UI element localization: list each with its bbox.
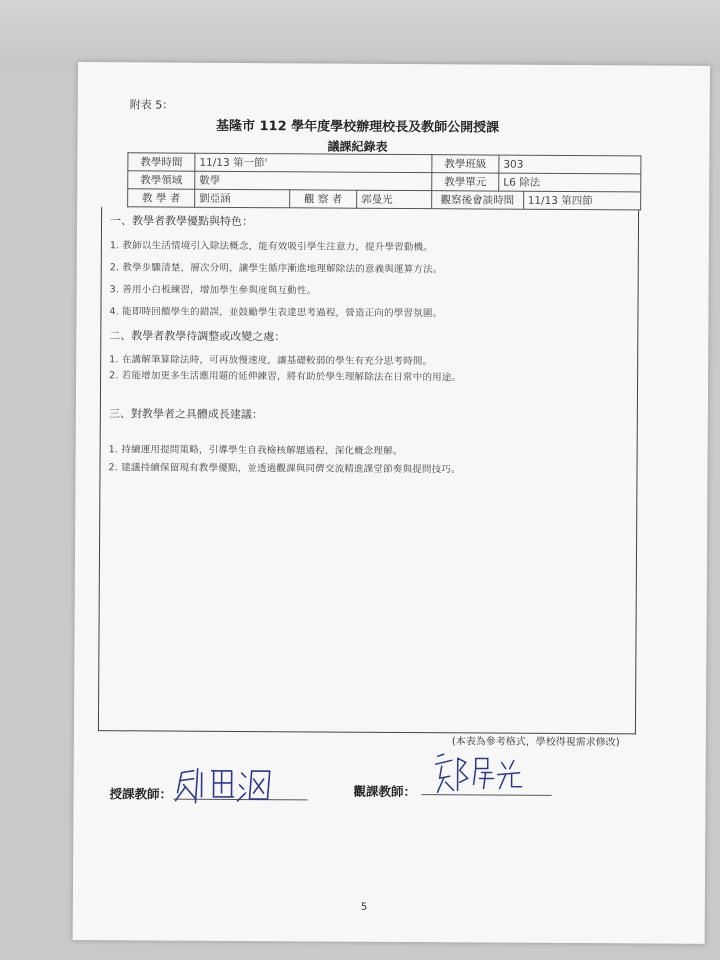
time-value: 11/13 第一節' xyxy=(195,153,432,172)
info-row-people xyxy=(128,189,641,210)
observer-signature-label: 觀課教師： xyxy=(353,783,417,800)
section-heading-suggestions: 三、對教學者之具體成長建議： xyxy=(108,407,263,422)
time-label: 教學時間 xyxy=(128,153,195,171)
class-value: 303 xyxy=(499,155,641,174)
teacher-signature-label: 授課教師： xyxy=(109,786,173,802)
section-heading-strengths: 一、教學者教學優點與特色： xyxy=(109,214,254,229)
document-title: 基隆市 112 學年度學校辦理校長及教師公開授課 xyxy=(215,118,500,136)
strength-item: 4. 能即時回饋學生的錯誤，並鼓勵學生表達思考過程，營造正向的學習氛圍。 xyxy=(109,306,443,320)
strength-item: 1. 教師以生活情境引入除法概念，能有效吸引學生注意力，提升學習動機。 xyxy=(109,240,433,254)
strength-item: 2. 教學步驟清楚，層次分明，讓學生循序漸進地理解除法的意義與運算方法。 xyxy=(109,262,443,276)
document-page xyxy=(73,62,710,944)
appendix-label: 附表 5： xyxy=(129,98,174,112)
info-table xyxy=(127,152,641,210)
teacher-value: 劉亞涵 xyxy=(195,189,290,208)
strength-item: 3. 善用小白板練習，增加學生參與度與互動性。 xyxy=(109,284,317,297)
comments-box xyxy=(98,207,639,734)
observer-signature xyxy=(432,748,524,797)
desk-background xyxy=(0,0,720,70)
suggestion-item: 1. 持續運用提問策略，引導學生自我檢核解題過程，深化概念理解。 xyxy=(108,444,403,457)
domain-label: 教學領域 xyxy=(128,171,195,189)
observer-label: 觀 察 者 xyxy=(290,190,357,208)
meeting-label: 觀察後會談時間 xyxy=(432,191,524,210)
format-footnote: (本表為參考格式，學校得視需求修改) xyxy=(451,736,620,749)
observer-value: 郭曼光 xyxy=(357,190,432,208)
section-heading-improvements: 二、教學者教學待調整或改變之處： xyxy=(109,329,286,344)
class-label: 教學班級 xyxy=(432,155,499,173)
suggestion-item: 2. 建議持續保留現有教學優點，並透過觀課與同儕交流精進課堂節奏與提問技巧。 xyxy=(108,462,461,476)
document-subtitle: 議課紀錄表 xyxy=(327,139,388,154)
teacher-signature xyxy=(171,763,275,808)
page-number: 5 xyxy=(360,901,368,913)
teacher-label: 教 學 者 xyxy=(128,189,195,207)
domain-value: 數學 xyxy=(195,171,432,190)
unit-label: 教學單元 xyxy=(432,173,499,191)
meeting-value: 11/13 第四節 xyxy=(523,191,641,210)
improvement-item: 2. 若能增加更多生活應用題的延伸練習，將有助於學生理解除法在日常中的用途。 xyxy=(109,370,462,384)
improvement-item: 1. 在講解筆算除法時，可再放慢速度，讓基礎較弱的學生有充分思考時間。 xyxy=(109,354,433,368)
unit-value: L6 除法 xyxy=(499,173,641,192)
